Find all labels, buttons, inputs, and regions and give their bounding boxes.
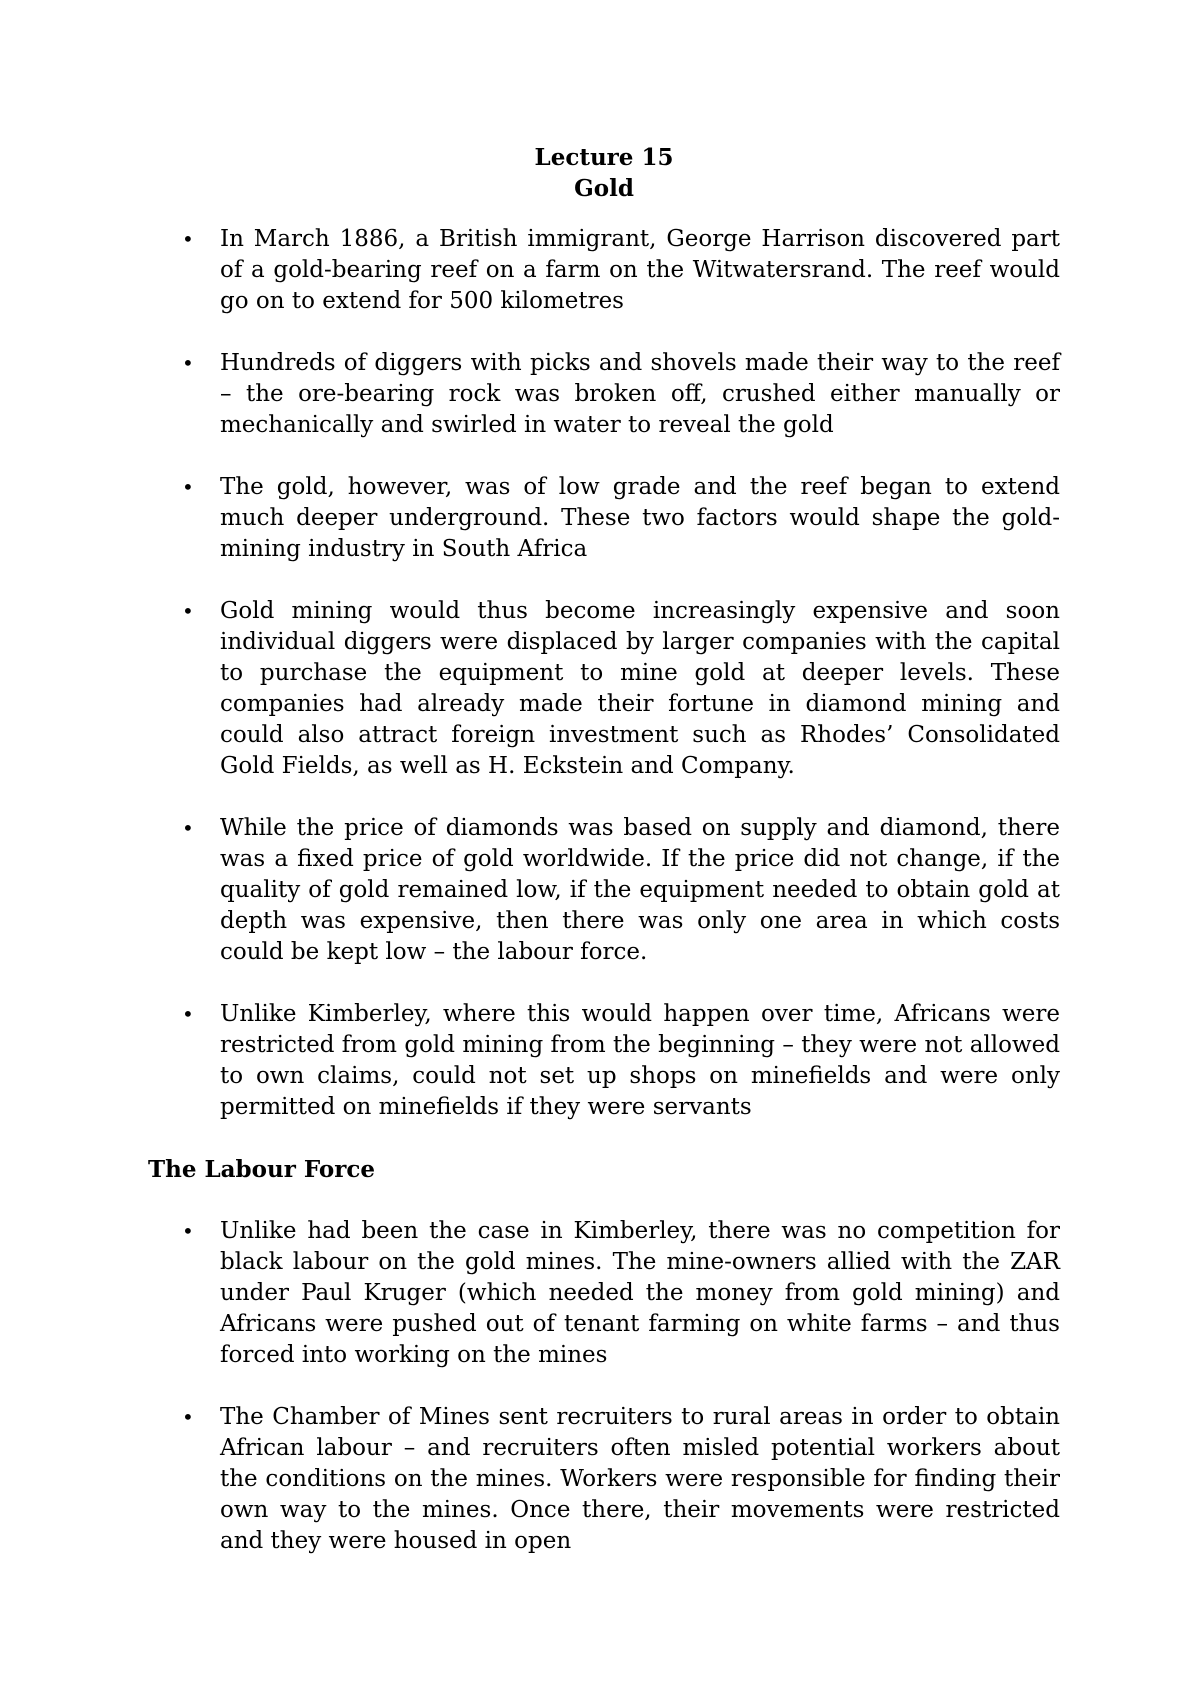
list-item-text: Hundreds of diggers with picks and shovels made their way to the reef – the ore-bearing rock was broken off, crushed either manually or mechanically and swirled in water to reveal the gold	[220, 350, 1060, 438]
list-item	[148, 1402, 1060, 1557]
bullet-icon: •	[182, 351, 194, 375]
section-heading-labour-force: The Labour Force	[148, 1156, 375, 1183]
list-item	[148, 224, 1060, 317]
bullet-icon: •	[182, 1002, 194, 1026]
bullet-icon: •	[182, 1219, 194, 1243]
list-item-text: Gold mining would thus become increasingly expensive and soon individual diggers were displaced by larger companies with the capital to purchase the equipment to mine gold at deeper levels. These companies had already made their fortune in diamond mining and could also attract foreign investment such as Rhodes’ Consolidated Gold Fields, as well as H. Eckstein and Company.	[220, 598, 1060, 779]
list-item	[148, 348, 1060, 441]
bullet-icon: •	[182, 1405, 194, 1429]
list-item	[148, 1216, 1060, 1371]
bullet-icon: •	[182, 475, 194, 499]
list-item	[148, 813, 1060, 968]
list-item-text: Unlike had been the case in Kimberley, there was no competition for black labour on the gold mines. The mine-owners allied with the ZAR under Paul Kruger (which needed the money from gold mining) and Africans were pushed out of tenant farming on white farms – and thus forced into working on the mines	[220, 1218, 1060, 1368]
bullet-icon: •	[182, 599, 194, 623]
lecture-topic-title: Gold	[574, 175, 634, 202]
list-item-text: The Chamber of Mines sent recruiters to rural areas in order to obtain African labour – and recruiters often misled potential workers about the conditions on the mines. Workers were responsible for finding their own way to the mines. Once there, their movements were restricted and they were housed in open	[220, 1404, 1060, 1554]
list-item	[148, 999, 1060, 1123]
lecture-number-title: Lecture 15	[534, 144, 674, 171]
bullet-icon: •	[182, 816, 194, 840]
list-item-text: While the price of diamonds was based on supply and diamond, there was a fixed price of gold worldwide. If the price did not change, if the quality of gold remained low, if the equipment needed to obtain gold at depth was expensive, then there was only one area in which costs could be kept low – the labour force.	[220, 815, 1060, 965]
list-item	[148, 472, 1060, 565]
list-item-text: Unlike Kimberley, where this would happen over time, Africans were restricted from gold mining from the beginning – they were not allowed to own claims, could not set up shops on minefields and were only permitted on minefields if they were servants	[220, 1001, 1060, 1120]
list-item-text: The gold, however, was of low grade and the reef began to extend much deeper underground. These two factors would shape the gold-mining industry in South Africa	[220, 474, 1060, 562]
section2-bullet-list	[148, 1216, 1060, 1557]
list-item	[148, 596, 1060, 782]
bullet-icon: •	[182, 227, 194, 251]
list-item-text: In March 1886, a British immigrant, George Harrison discovered part of a gold-bearing reef on a farm on the Witwatersrand. The reef would go on to extend for 500 kilometres	[220, 226, 1060, 314]
section1-bullet-list	[148, 224, 1060, 1123]
title-block	[148, 142, 1060, 204]
